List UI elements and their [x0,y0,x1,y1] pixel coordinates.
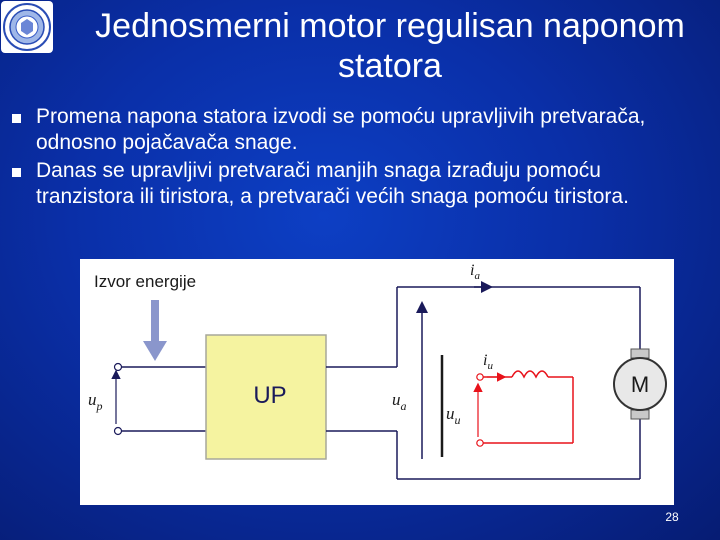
excitation-current-label: $i_u$ [483,352,493,372]
title-line-2: statora [338,47,442,85]
bullet-item [12,158,652,210]
armature-current-label: $i_a$ [470,262,480,282]
input-terminal [115,364,122,371]
bullet-item [12,104,652,156]
page-number: 28 [665,510,679,524]
excitation-terminal [477,374,483,380]
bullet-text: Danas se upravljivi pretvarači manjih snaga izrađuju pomoću tranzistora ili tiristora, a pretvarači većih snaga pomoću tiristora. [36,159,629,208]
input-terminal [115,428,122,435]
excitation-terminal [477,440,483,446]
source-label: Izvor energije [94,272,197,291]
circuit-svg [80,259,674,505]
bullet-list [12,104,652,212]
seal-icon [1,1,53,53]
university-logo [1,1,53,53]
energy-input-arrow-icon [143,300,167,361]
excitation-voltage-label: $u_u$ [446,404,461,427]
slide-title [60,6,720,86]
square-bullet-icon [12,114,21,123]
converter-label: UP [253,382,287,409]
excitation-coil-icon [512,371,548,377]
square-bullet-icon [12,168,21,177]
title-line-1: Jednosmerni motor regulisan naponom [95,7,685,45]
armature-voltage-label: $u_a$ [392,390,407,413]
motor-label: M [630,372,650,397]
input-voltage-label: $u_p$ [88,390,103,413]
circuit-diagram [80,259,674,505]
bullet-text: Promena napona statora izvodi se pomoću upravljivih pretvarača, odnosno pojačavača snage. [36,105,646,154]
